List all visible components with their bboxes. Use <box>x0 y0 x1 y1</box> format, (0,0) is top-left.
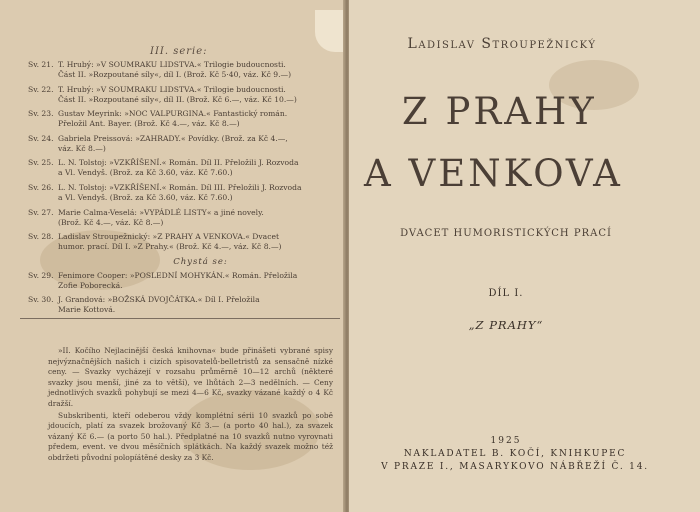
volume-description: L. N. Tolstoj: »VZKŘÍŠENÍ.« Román. Díl II. Přeložili J. Rozvoda a Vl. Vendyš. (Brož. za Kč 3.60, váz. Kč 7.60.) <box>58 158 299 178</box>
series-notice <box>48 346 333 465</box>
volume-description: Fenimore Cooper: »POSLEDNÍ MOHYKÁN.« Román. Přeložila Zofie Poborecká. <box>58 270 298 290</box>
volume-description: L. N. Tolstoj: »VZKŘÍŠENÍ.« Román. Díl III. Přeložili J. Rozvoda a Vl. Vendyš. (Brož. za Kč 3.60, váz. Kč 7.60.) <box>58 182 302 202</box>
book-title-line-1: Z PRAHY <box>402 90 597 133</box>
list-item <box>28 271 333 291</box>
volume-number: Sv. 21. <box>28 60 54 69</box>
left-page <box>0 0 345 512</box>
list-item <box>28 183 333 203</box>
author-name: Ladislav Stroupežnický <box>407 36 597 52</box>
volume-number: Sv. 22. <box>28 84 54 94</box>
volume-list <box>28 60 333 320</box>
volume-number: Sv. 24. <box>28 133 54 143</box>
volume-description: J. Grandová: »BOŽSKÁ DVOJČÁTKA.« Díl I. Přeložila Marie Kottová. <box>58 295 260 315</box>
volume-description: Gabriela Preissová: »ZAHRADY.« Povídky. (Brož. za Kč 4.—, váz. Kč 8.—) <box>58 133 288 153</box>
list-item <box>28 158 333 178</box>
volume-description: T. Hrubý: »V SOUMRAKU LIDSTVA.« Trilogie budoucnosti. Část II. »Rozpoutané síly«, díl I. (Brož. Kč 5·40, váz. Kč 9.—) <box>58 60 292 79</box>
notice-paragraph: »II. Kočího Nejlacinější česká knihovna« bude přinášeti vybrané spisy nejvýznačnějších našich i cizích spisovatelů-belletristů za sensačně nízké ceny. — Svazky vycházejí v rozsahu průměrně 10—12 archů (některé svazky jsou menší, jiné za to větší), ve lhůtách 2—3 nedělních. — Ceny jednotlivých svazků pohybují se mezi 4—6 Kč, svazky vázané každý o 4 Kč dražší. <box>48 346 333 408</box>
volume-number: Sv. 30. <box>28 295 54 305</box>
volume-number: Sv. 28. <box>28 232 54 242</box>
part-title: „Z PRAHY“ <box>468 318 544 332</box>
part-number: DÍL I. <box>488 288 524 299</box>
volume-number: Sv. 29. <box>28 270 54 280</box>
volume-description: Gustav Meyrink: »NOC VALPURGINA.« Fantastický román. Přeložil Ant. Bayer. (Brož. Kč 4.—, váz. Kč 8.—) <box>58 109 288 129</box>
list-item <box>28 134 333 154</box>
coming-soon-heading: Chystá se: <box>173 256 228 267</box>
volume-number: Sv. 25. <box>28 158 54 168</box>
list-item <box>28 295 333 315</box>
publisher-name: NAKLADATEL B. KOČÍ, KNIHKUPEC <box>403 449 627 459</box>
publisher-address: V PRAZE I., MASARYKOVO NÁBŘEŽÍ Č. 14. <box>381 462 649 472</box>
list-item <box>28 232 333 252</box>
list-item <box>28 60 333 80</box>
book-subtitle: DVACET HUMORISTICKÝCH PRACÍ <box>400 228 612 239</box>
volume-description: T. Hrubý: »V SOUMRAKU LIDSTVA.« Trilogie budoucnosti. Část II. »Rozpoutané síly«, díl II. (Brož. Kč 6.—, váz. Kč 10.—) <box>58 84 297 104</box>
volume-number: Sv. 23. <box>28 109 54 119</box>
volume-number: Sv. 27. <box>28 207 54 217</box>
torn-corner <box>315 10 345 52</box>
publication-year: 1925 <box>490 436 522 446</box>
book-title-line-2: A VENKOVA <box>364 152 623 195</box>
volume-description: Marie Calma-Veselá: »VYPÁDLÉ LISTY« a jiné novely. (Brož. Kč 4.—, váz. Kč 8.—) <box>58 207 264 227</box>
list-item <box>28 85 333 105</box>
series-title: III. serie: <box>150 46 208 57</box>
list-item <box>28 109 333 129</box>
notice-paragraph: Subskribenti, kteří odeberou vždy komplétní sérii 10 svazků po sobě jdoucích, platí za svazek brožovaný Kč 3.— (a porto 40 hal.), za svazek vázaný Kč 6.— (a porto 50 hal.). Předplatné na 10 svazků nutno vyrovnati předem, event. ve dvou měsíčních splátkách. Na každý svazek možno též obdržeti původní polopíátěné desky za 3 Kč. <box>48 410 333 462</box>
divider <box>20 318 340 319</box>
volume-number: Sv. 26. <box>28 182 54 192</box>
volume-description: Ladislav Stroupežnický: »Z PRAHY A VENKOVA.« Dvacet humor. prací. Díl I. »Z Prahy.« (Brož. Kč 4.—, váz. Kč 8.—) <box>58 232 282 252</box>
list-item <box>28 208 333 228</box>
